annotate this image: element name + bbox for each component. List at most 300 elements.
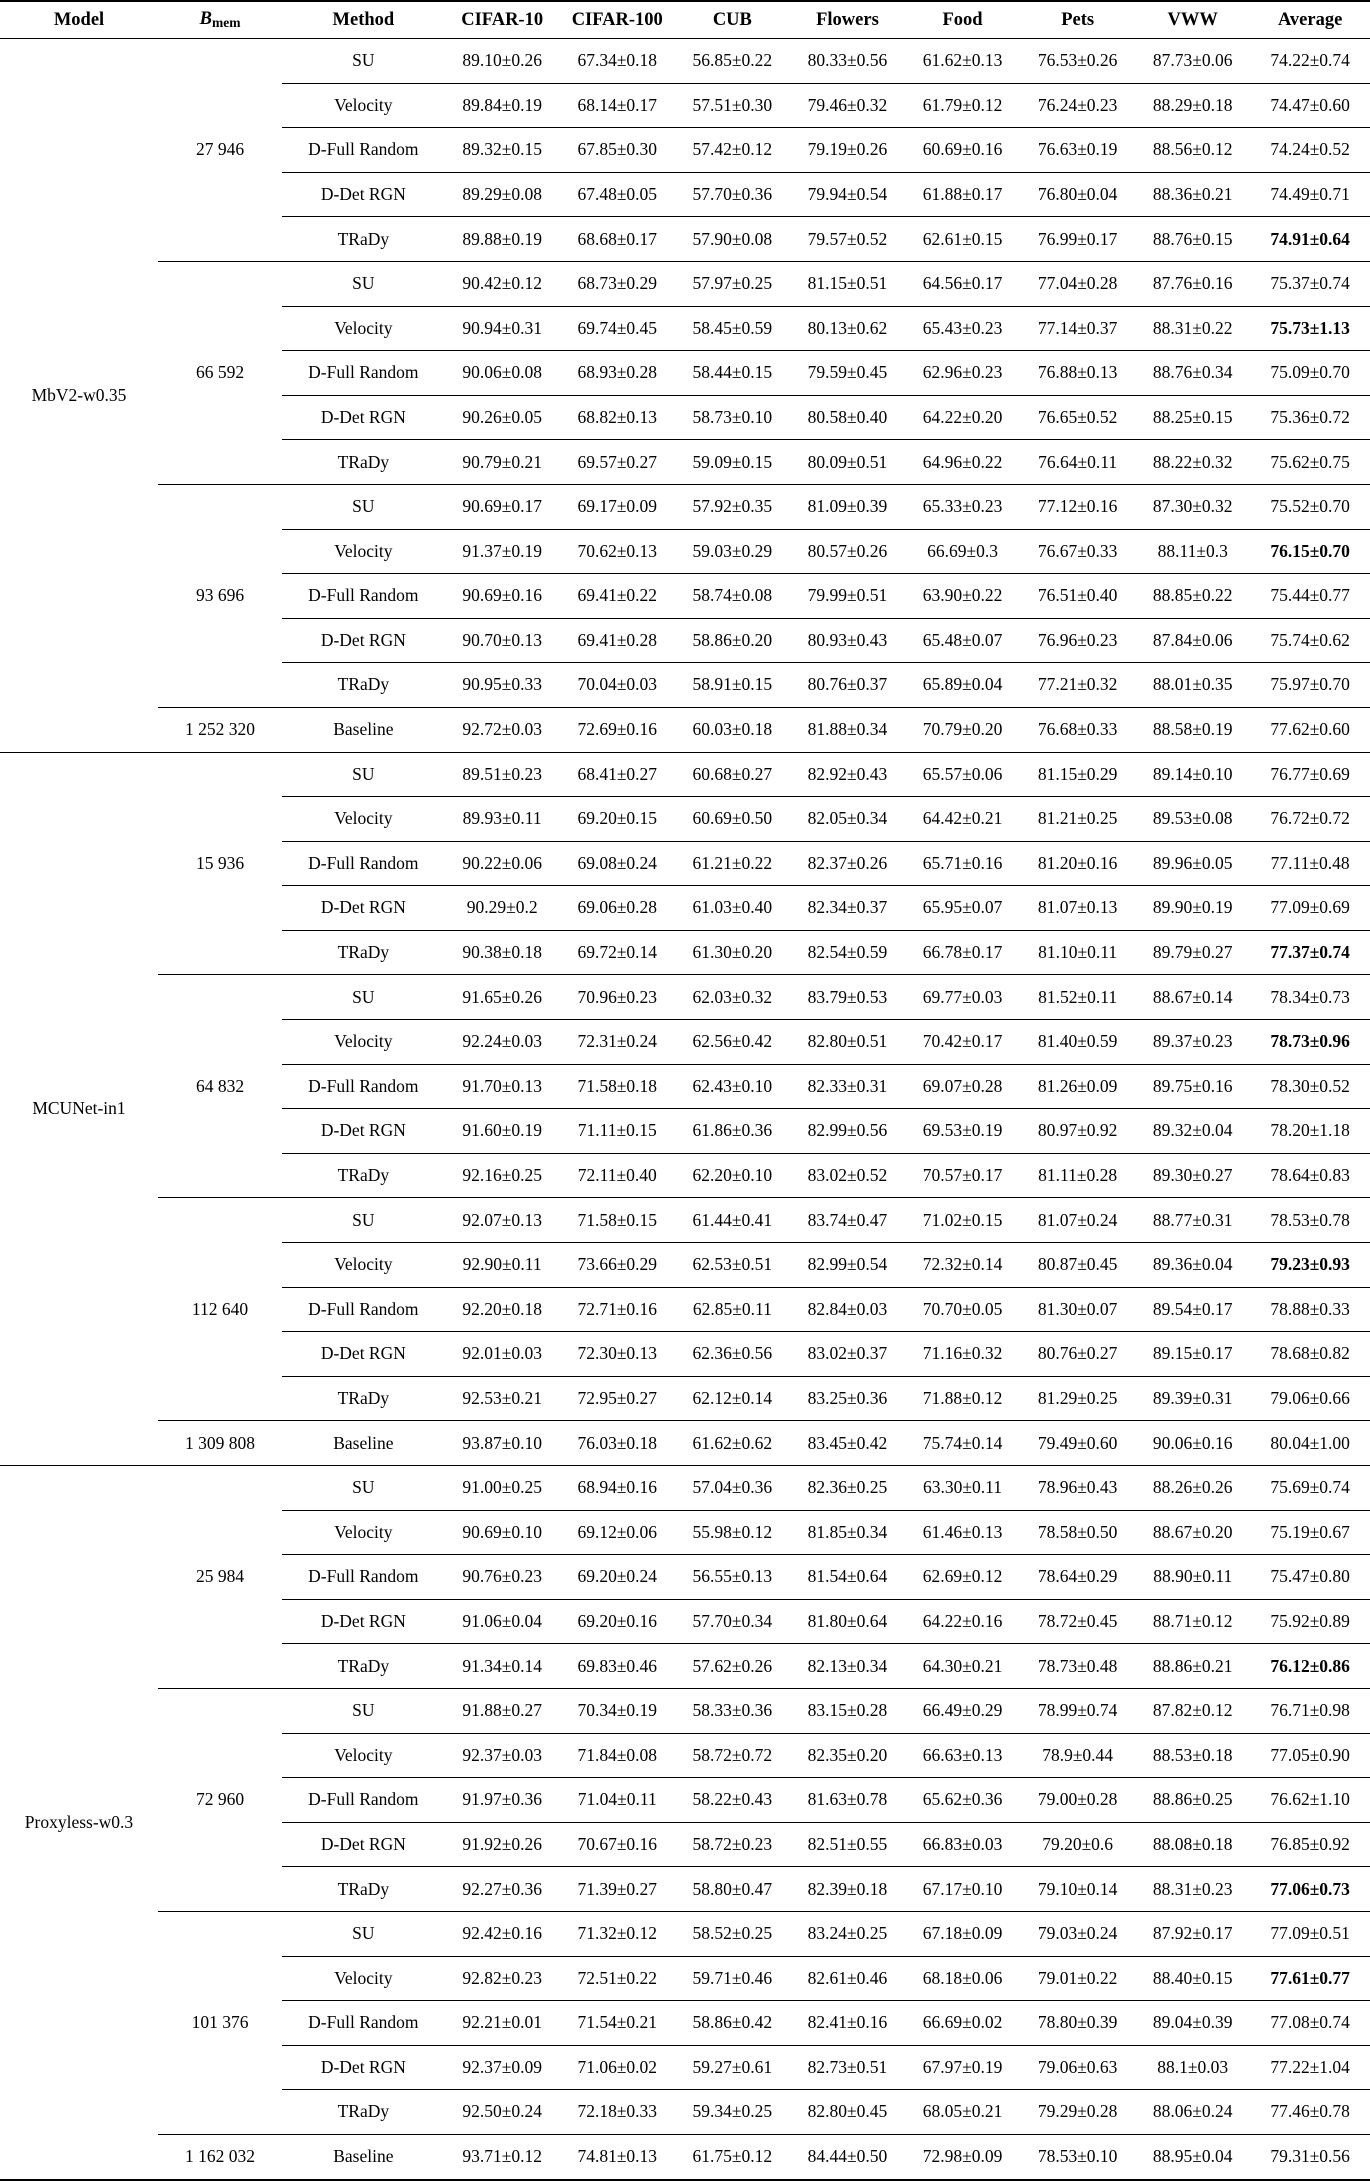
- metric-value-cell: 66.83±0.03: [905, 1822, 1020, 1867]
- metric-value-cell: 69.77±0.03: [905, 975, 1020, 1020]
- metric-value-cell: 92.21±0.01: [445, 2001, 560, 2046]
- metric-value-cell: 82.84±0.03: [790, 1287, 905, 1332]
- column-header-bmem: $B_{mem}$: [158, 1, 282, 39]
- metric-value-cell: 83.24±0.25: [790, 1911, 905, 1956]
- metric-value-cell: 62.85±0.11: [675, 1287, 790, 1332]
- method-name-cell: D-Full Random: [282, 1287, 445, 1332]
- metric-value-cell: 79.59±0.45: [790, 351, 905, 396]
- metric-value-cell: 91.37±0.19: [445, 529, 560, 574]
- metric-value-cell: 89.53±0.08: [1135, 797, 1250, 842]
- metric-value-cell: 69.20±0.16: [560, 1599, 675, 1644]
- average-value-cell: 77.11±0.48: [1250, 841, 1370, 886]
- average-value-cell: 76.71±0.98: [1250, 1688, 1370, 1733]
- metric-value-cell: 89.36±0.04: [1135, 1243, 1250, 1288]
- average-value-cell: 77.09±0.69: [1250, 886, 1370, 931]
- metric-value-cell: 74.81±0.13: [560, 2134, 675, 2179]
- method-name-cell: Velocity: [282, 1243, 445, 1288]
- metric-value-cell: 61.62±0.13: [922, 50, 1003, 71]
- metric-value-cell: 89.32±0.15: [445, 128, 560, 173]
- method-name-cell: Baseline: [282, 1421, 445, 1466]
- average-value-cell: 80.04±1.00: [1250, 1421, 1370, 1466]
- metric-value-cell: 60.69±0.50: [675, 797, 790, 842]
- metric-value-cell: 78.9±0.44: [1020, 1733, 1135, 1778]
- metric-value-cell: 60.03±0.18: [675, 707, 790, 752]
- bmem-value-cell: 93 696: [158, 484, 282, 707]
- metric-value-cell: 90.22±0.06: [445, 841, 560, 886]
- method-name-cell: D-Det RGN: [282, 1332, 445, 1377]
- metric-value-cell: 68.93±0.28: [560, 351, 675, 396]
- metric-value-cell: 66.69±0.02: [905, 2001, 1020, 2046]
- metric-value-cell: 82.73±0.51: [790, 2045, 905, 2090]
- metric-value-cell: 69.74±0.45: [560, 306, 675, 351]
- metric-value-cell: 89.14±0.10: [1135, 752, 1250, 797]
- metric-value-cell: 92.01±0.03: [445, 1332, 560, 1377]
- metric-value-cell: 78.96±0.43: [1020, 1466, 1135, 1511]
- metric-value-cell: 62.12±0.14: [675, 1376, 790, 1421]
- metric-value-cell: 69.57±0.27: [560, 440, 675, 485]
- metric-value-cell: 79.94±0.54: [790, 172, 905, 217]
- metric-value-cell: 78.99±0.74: [1020, 1688, 1135, 1733]
- metric-value-cell: 58.33±0.36: [675, 1688, 790, 1733]
- metric-value-cell: 62.53±0.51: [675, 1243, 790, 1288]
- metric-value-cell: 72.32±0.14: [905, 1243, 1020, 1288]
- metric-value-cell: 79.03±0.24: [1020, 1911, 1135, 1956]
- metric-value-cell: 79.57±0.52: [790, 217, 905, 262]
- average-value-cell: 75.92±0.89: [1250, 1599, 1370, 1644]
- metric-value-cell: 88.67±0.14: [1135, 975, 1250, 1020]
- metric-value-cell: 58.72±0.23: [675, 1822, 790, 1867]
- average-value-cell: 77.09±0.51: [1250, 1911, 1370, 1956]
- method-name-cell: TRaDy: [282, 440, 445, 485]
- method-name-cell: D-Full Random: [282, 574, 445, 619]
- metric-value-cell: 91.92±0.26: [445, 1822, 560, 1867]
- metric-value-cell: 76.63±0.19: [1020, 128, 1135, 173]
- metric-value-cell: 80.57±0.26: [790, 529, 905, 574]
- column-header-pets: Pets: [1020, 1, 1135, 39]
- metric-value-cell: 88.1±0.03: [1135, 2045, 1250, 2090]
- metric-value-cell: 64.30±0.21: [905, 1644, 1020, 1689]
- metric-value-cell: 71.39±0.27: [560, 1867, 675, 1912]
- bmem-value-cell: 72 960: [158, 1688, 282, 1911]
- metric-value-cell: 65.71±0.16: [905, 841, 1020, 886]
- metric-value-cell: 82.39±0.18: [790, 1867, 905, 1912]
- average-value-cell: 78.88±0.33: [1250, 1287, 1370, 1332]
- metric-value-cell: 70.96±0.23: [560, 975, 675, 1020]
- metric-value-cell: 67.18±0.09: [905, 1911, 1020, 1956]
- method-name-cell: Baseline: [282, 2134, 445, 2179]
- metric-value-cell: 89.51±0.23: [445, 752, 560, 797]
- metric-value-cell: 66.69±0.3: [905, 529, 1020, 574]
- metric-value-cell: 61.30±0.20: [675, 930, 790, 975]
- metric-value-cell: 71.11±0.15: [560, 1109, 675, 1154]
- metric-value-cell: 64.42±0.21: [905, 797, 1020, 842]
- average-value-cell: 74.47±0.60: [1250, 83, 1370, 128]
- metric-value-cell: 70.57±0.17: [905, 1153, 1020, 1198]
- metric-value-cell: 82.92±0.43: [790, 752, 905, 797]
- metric-value-cell: 92.50±0.24: [445, 2090, 560, 2135]
- metric-value-cell: 65.43±0.23: [905, 306, 1020, 351]
- average-value-cell: 75.09±0.70: [1250, 351, 1370, 396]
- metric-value-cell: 88.90±0.11: [1135, 1555, 1250, 1600]
- metric-value-cell: 72.95±0.27: [560, 1376, 675, 1421]
- metric-value-cell: 63.30±0.11: [905, 1466, 1020, 1511]
- metric-value-cell: 71.16±0.32: [905, 1332, 1020, 1377]
- metric-value-cell: 81.88±0.34: [790, 707, 905, 752]
- table-row: [0, 39, 1370, 84]
- bmem-value-cell: 101 376: [158, 1911, 282, 2134]
- metric-value-cell: 78.53±0.10: [1020, 2134, 1135, 2179]
- metric-value-cell: 72.18±0.33: [560, 2090, 675, 2135]
- table-row: [0, 1421, 1370, 1466]
- metric-value-cell: 80.93±0.43: [790, 618, 905, 663]
- metric-value-cell: 78.58±0.50: [1020, 1510, 1135, 1555]
- metric-value-cell: 79.06±0.63: [1020, 2045, 1135, 2090]
- metric-value-cell: 90.76±0.23: [445, 1555, 560, 1600]
- metric-value-cell: 82.13±0.34: [790, 1644, 905, 1689]
- method-name-cell: Velocity: [282, 1956, 445, 2001]
- metric-value-cell: 65.62±0.36: [905, 1778, 1020, 1823]
- column-header-average: Average: [1250, 1, 1370, 39]
- metric-value-cell: 92.90±0.11: [445, 1243, 560, 1288]
- method-name-cell: SU: [282, 484, 445, 529]
- metric-value-cell: 88.56±0.12: [1135, 128, 1250, 173]
- method-name-cell: TRaDy: [282, 1376, 445, 1421]
- metric-value-cell: 65.95±0.07: [905, 886, 1020, 931]
- metric-value-cell: 82.37±0.26: [790, 841, 905, 886]
- metric-value-cell: 62.61±0.15: [905, 217, 1020, 262]
- metric-value-cell: 79.49±0.60: [1020, 1421, 1135, 1466]
- method-name-cell: SU: [282, 1466, 445, 1511]
- metric-value-cell: 81.21±0.25: [1020, 797, 1135, 842]
- metric-value-cell: 57.70±0.34: [675, 1599, 790, 1644]
- metric-value-cell: 80.13±0.62: [790, 306, 905, 351]
- metric-value-cell: 90.42±0.12: [445, 261, 560, 306]
- table-row: [0, 1911, 1370, 1956]
- method-name-cell: D-Full Random: [282, 128, 445, 173]
- metric-value-cell: 58.22±0.43: [675, 1778, 790, 1823]
- metric-value-cell: 76.65±0.52: [1020, 395, 1135, 440]
- metric-value-cell: 90.69±0.10: [445, 1510, 560, 1555]
- metric-value-cell: 82.36±0.25: [790, 1466, 905, 1511]
- column-header-method: Method: [282, 1, 445, 39]
- table-header: [0, 1, 1370, 39]
- method-name-cell: D-Det RGN: [282, 1599, 445, 1644]
- metric-value-cell: 61.46±0.13: [905, 1510, 1020, 1555]
- metric-value-cell: 68.41±0.27: [560, 752, 675, 797]
- metric-value-cell: 90.29±0.2: [445, 886, 560, 931]
- metric-value-cell: 91.06±0.04: [445, 1599, 560, 1644]
- method-name-cell: Velocity: [282, 1733, 445, 1778]
- metric-value-cell: 78.64±0.29: [1020, 1555, 1135, 1600]
- metric-value-cell: 88.11±0.3: [1135, 529, 1250, 574]
- metric-value-cell: 58.52±0.25: [675, 1911, 790, 1956]
- metric-value-cell: 57.97±0.25: [675, 261, 790, 306]
- metric-value-cell: 68.14±0.17: [560, 83, 675, 128]
- metric-value-cell: 58.74±0.08: [675, 574, 790, 619]
- metric-value-cell: 93.71±0.12: [445, 2134, 560, 2179]
- method-name-cell: TRaDy: [282, 1153, 445, 1198]
- metric-value-cell: 71.84±0.08: [560, 1733, 675, 1778]
- method-name-cell: SU: [282, 975, 445, 1020]
- metric-value-cell: 61.75±0.12: [675, 2134, 790, 2179]
- metric-value-cell: 59.34±0.25: [675, 2090, 790, 2135]
- column-header-food: Food: [905, 1, 1020, 39]
- metric-value-cell: 92.53±0.21: [445, 1376, 560, 1421]
- metric-value-cell: 57.62±0.26: [675, 1644, 790, 1689]
- metric-value-cell: 80.58±0.40: [790, 395, 905, 440]
- metric-value-cell: 80.97±0.92: [1020, 1109, 1135, 1154]
- metric-value-cell: 62.69±0.12: [905, 1555, 1020, 1600]
- metric-value-cell: 65.48±0.07: [905, 618, 1020, 663]
- metric-value-cell: 68.73±0.29: [560, 261, 675, 306]
- metric-value-cell: 92.24±0.03: [445, 1020, 560, 1065]
- metric-value-cell: 62.36±0.56: [675, 1332, 790, 1377]
- metric-value-cell: 90.70±0.13: [445, 618, 560, 663]
- metric-value-cell: 72.71±0.16: [560, 1287, 675, 1332]
- metric-value-cell: 57.92±0.35: [675, 484, 790, 529]
- method-name-cell: D-Det RGN: [282, 886, 445, 931]
- metric-value-cell: 88.86±0.25: [1135, 1778, 1250, 1823]
- metric-value-cell: 83.15±0.28: [790, 1688, 905, 1733]
- metric-value-cell: 66.78±0.17: [905, 930, 1020, 975]
- metric-value-cell: 91.65±0.26: [445, 975, 560, 1020]
- metric-value-cell: 89.15±0.17: [1135, 1332, 1250, 1377]
- metric-value-cell: 88.08±0.18: [1135, 1822, 1250, 1867]
- metric-value-cell: 79.29±0.28: [1020, 2090, 1135, 2135]
- table-row: [0, 261, 1370, 306]
- metric-value-cell: 82.80±0.51: [790, 1020, 905, 1065]
- metric-value-cell: 69.20±0.24: [560, 1555, 675, 1600]
- metric-value-cell: 88.01±0.35: [1135, 663, 1250, 708]
- metric-value-cell: 61.62±0.62: [675, 1421, 790, 1466]
- metric-value-cell: 76.51±0.40: [1020, 574, 1135, 619]
- average-value-cell: 78.73±0.96: [1250, 1020, 1370, 1065]
- metric-value-cell: 67.17±0.10: [905, 1867, 1020, 1912]
- metric-value-cell: 91.00±0.25: [445, 1466, 560, 1511]
- metric-value-cell: 82.41±0.16: [790, 2001, 905, 2046]
- metric-value-cell: 69.72±0.14: [560, 930, 675, 975]
- metric-value-cell: 81.07±0.24: [1020, 1198, 1135, 1243]
- metric-value-cell: 58.86±0.20: [675, 618, 790, 663]
- average-value-cell: 75.47±0.80: [1250, 1555, 1370, 1600]
- method-name-cell: Velocity: [282, 1510, 445, 1555]
- metric-value-cell: 58.72±0.72: [675, 1733, 790, 1778]
- metric-value-cell: 82.34±0.37: [790, 886, 905, 931]
- metric-value-cell: 88.76±0.34: [1135, 351, 1250, 396]
- metric-value-cell: 76.88±0.13: [1020, 351, 1135, 396]
- average-value-cell: 76.62±1.10: [1250, 1778, 1370, 1823]
- metric-value-cell: 88.77±0.31: [1135, 1198, 1250, 1243]
- metric-value-cell: 89.90±0.19: [1135, 886, 1250, 931]
- metric-value-cell: 88.95±0.04: [1135, 2134, 1250, 2179]
- metric-value-cell: 89.84±0.19: [445, 83, 560, 128]
- metric-value-cell: 90.38±0.18: [445, 930, 560, 975]
- metric-value-cell: 89.54±0.17: [1135, 1287, 1250, 1332]
- bmem-value-cell: 66 592: [158, 261, 282, 484]
- metric-value-cell: 70.62±0.13: [560, 529, 675, 574]
- method-name-cell: D-Det RGN: [282, 1109, 445, 1154]
- table-row: [0, 2134, 1370, 2179]
- average-value-cell: 76.12±0.86: [1250, 1644, 1370, 1689]
- metric-value-cell: 88.53±0.18: [1135, 1733, 1250, 1778]
- metric-value-cell: 61.86±0.36: [675, 1109, 790, 1154]
- metric-value-cell: 81.85±0.34: [790, 1510, 905, 1555]
- metric-value-cell: 80.33±0.56: [807, 50, 888, 71]
- metric-value-cell: 92.27±0.36: [445, 1867, 560, 1912]
- metric-value-cell: 83.25±0.36: [790, 1376, 905, 1421]
- average-value-cell: 76.15±0.70: [1250, 529, 1370, 574]
- metric-value-cell: 92.20±0.18: [445, 1287, 560, 1332]
- method-name-cell: D-Full Random: [282, 841, 445, 886]
- metric-value-cell: 69.41±0.22: [560, 574, 675, 619]
- metric-value-cell: 81.15±0.29: [1020, 752, 1135, 797]
- metric-value-cell: 61.44±0.41: [675, 1198, 790, 1243]
- method-name-cell: Velocity: [282, 306, 445, 351]
- metric-value-cell: 81.09±0.39: [790, 484, 905, 529]
- metric-value-cell: 87.92±0.17: [1135, 1911, 1250, 1956]
- average-value-cell: 74.91±0.64: [1250, 217, 1370, 262]
- metric-value-cell: 67.48±0.05: [560, 172, 675, 217]
- average-value-cell: 75.37±0.74: [1250, 261, 1370, 306]
- metric-value-cell: 81.07±0.13: [1020, 886, 1135, 931]
- metric-value-cell: 90.26±0.05: [445, 395, 560, 440]
- metric-value-cell: 71.58±0.18: [560, 1064, 675, 1109]
- metric-value-cell: 88.29±0.18: [1135, 83, 1250, 128]
- method-name-cell: Velocity: [282, 83, 445, 128]
- average-value-cell: 75.74±0.62: [1250, 618, 1370, 663]
- average-value-cell: 76.85±0.92: [1250, 1822, 1370, 1867]
- metric-value-cell: 70.04±0.03: [560, 663, 675, 708]
- metric-value-cell: 66.63±0.13: [905, 1733, 1020, 1778]
- metric-value-cell: 88.71±0.12: [1135, 1599, 1250, 1644]
- metric-value-cell: 76.96±0.23: [1020, 618, 1135, 663]
- bmem-value-cell: 1 162 032: [158, 2134, 282, 2179]
- metric-value-cell: 82.33±0.31: [790, 1064, 905, 1109]
- metric-value-cell: 69.08±0.24: [560, 841, 675, 886]
- method-name-cell: SU: [282, 261, 445, 306]
- method-name-cell: D-Det RGN: [282, 172, 445, 217]
- average-value-cell: 74.24±0.52: [1250, 128, 1370, 173]
- average-value-cell: 78.64±0.83: [1250, 1153, 1370, 1198]
- column-header-flowers: Flowers: [790, 1, 905, 39]
- metric-value-cell: 79.10±0.14: [1020, 1867, 1135, 1912]
- method-name-cell: SU: [352, 50, 375, 71]
- metric-value-cell: 89.30±0.27: [1135, 1153, 1250, 1198]
- metric-value-cell: 76.64±0.11: [1020, 440, 1135, 485]
- metric-value-cell: 83.02±0.52: [790, 1153, 905, 1198]
- metric-value-cell: 81.15±0.51: [790, 261, 905, 306]
- table-bottom-rule: [0, 2180, 1370, 2181]
- average-value-cell: 78.30±0.52: [1250, 1064, 1370, 1109]
- average-value-cell: 77.61±0.77: [1250, 1956, 1370, 2001]
- average-value-cell: 78.53±0.78: [1250, 1198, 1370, 1243]
- metric-value-cell: 88.58±0.19: [1135, 707, 1250, 752]
- metric-value-cell: 89.79±0.27: [1135, 930, 1250, 975]
- average-value-cell: 77.08±0.74: [1250, 2001, 1370, 2046]
- metric-value-cell: 80.76±0.37: [790, 663, 905, 708]
- metric-value-cell: 68.05±0.21: [905, 2090, 1020, 2135]
- method-name-cell: D-Full Random: [282, 1555, 445, 1600]
- method-name-cell: D-Det RGN: [282, 1822, 445, 1867]
- metric-value-cell: 91.34±0.14: [445, 1644, 560, 1689]
- metric-value-cell: 57.42±0.12: [675, 128, 790, 173]
- metric-value-cell: 56.85±0.22: [692, 50, 773, 71]
- metric-value-cell: 59.71±0.46: [675, 1956, 790, 2001]
- metric-value-cell: 89.10±0.26: [462, 50, 542, 71]
- metric-value-cell: 56.55±0.13: [675, 1555, 790, 1600]
- column-header-cub: CUB: [675, 1, 790, 39]
- metric-value-cell: 82.05±0.34: [790, 797, 905, 842]
- metric-value-cell: 81.80±0.64: [790, 1599, 905, 1644]
- metric-value-cell: 87.82±0.12: [1135, 1688, 1250, 1733]
- metric-value-cell: 81.20±0.16: [1020, 841, 1135, 886]
- metric-value-cell: 69.12±0.06: [560, 1510, 675, 1555]
- metric-value-cell: 91.60±0.19: [445, 1109, 560, 1154]
- metric-value-cell: 80.76±0.27: [1020, 1332, 1135, 1377]
- metric-value-cell: 90.06±0.08: [445, 351, 560, 396]
- metric-value-cell: 88.76±0.15: [1135, 217, 1250, 262]
- metric-value-cell: 79.46±0.32: [790, 83, 905, 128]
- average-value-cell: 78.20±1.18: [1250, 1109, 1370, 1154]
- metric-value-cell: 90.69±0.16: [445, 574, 560, 619]
- metric-value-cell: 88.36±0.21: [1135, 172, 1250, 217]
- method-name-cell: D-Full Random: [282, 1064, 445, 1109]
- metric-value-cell: 92.37±0.09: [445, 2045, 560, 2090]
- metric-value-cell: 70.67±0.16: [560, 1822, 675, 1867]
- metric-value-cell: 76.24±0.23: [1020, 83, 1135, 128]
- metric-value-cell: 87.30±0.32: [1135, 484, 1250, 529]
- metric-value-cell: 81.54±0.64: [790, 1555, 905, 1600]
- table-row: [0, 752, 1370, 797]
- bmem-value-cell: 15 936: [158, 752, 282, 975]
- metric-value-cell: 83.45±0.42: [790, 1421, 905, 1466]
- table-row: [0, 1466, 1370, 1511]
- metric-value-cell: 82.51±0.55: [790, 1822, 905, 1867]
- bmem-value-cell: 64 832: [158, 975, 282, 1198]
- metric-value-cell: 90.79±0.21: [445, 440, 560, 485]
- bmem-value-cell: 27 946: [195, 139, 245, 160]
- metric-value-cell: 71.32±0.12: [560, 1911, 675, 1956]
- method-name-cell: SU: [282, 1198, 445, 1243]
- metric-value-cell: 76.53±0.26: [1037, 50, 1118, 71]
- metric-value-cell: 91.70±0.13: [445, 1064, 560, 1109]
- metric-value-cell: 81.26±0.09: [1020, 1064, 1135, 1109]
- metric-value-cell: 58.86±0.42: [675, 2001, 790, 2046]
- method-name-cell: D-Det RGN: [282, 395, 445, 440]
- metric-value-cell: 82.35±0.20: [790, 1733, 905, 1778]
- method-name-cell: Velocity: [282, 797, 445, 842]
- metric-value-cell: 89.29±0.08: [445, 172, 560, 217]
- bmem-value-cell: 1 309 808: [158, 1421, 282, 1466]
- bottom-rule-cell: [0, 2180, 1370, 2181]
- average-value-cell: 77.46±0.78: [1250, 2090, 1370, 2135]
- metric-value-cell: 79.19±0.26: [790, 128, 905, 173]
- metric-value-cell: 71.04±0.11: [560, 1778, 675, 1823]
- metric-value-cell: 64.22±0.20: [905, 395, 1020, 440]
- method-name-cell: SU: [282, 752, 445, 797]
- metric-value-cell: 64.56±0.17: [905, 261, 1020, 306]
- metric-value-cell: 65.89±0.04: [905, 663, 1020, 708]
- metric-value-cell: 69.07±0.28: [905, 1064, 1020, 1109]
- column-header-model: Model: [0, 1, 158, 39]
- metric-value-cell: 59.27±0.61: [675, 2045, 790, 2090]
- metric-value-cell: 76.67±0.33: [1020, 529, 1135, 574]
- metric-value-cell: 89.96±0.05: [1135, 841, 1250, 886]
- metric-value-cell: 76.68±0.33: [1020, 707, 1135, 752]
- metric-value-cell: 57.70±0.36: [675, 172, 790, 217]
- metric-value-cell: 78.72±0.45: [1020, 1599, 1135, 1644]
- metric-value-cell: 65.57±0.06: [905, 752, 1020, 797]
